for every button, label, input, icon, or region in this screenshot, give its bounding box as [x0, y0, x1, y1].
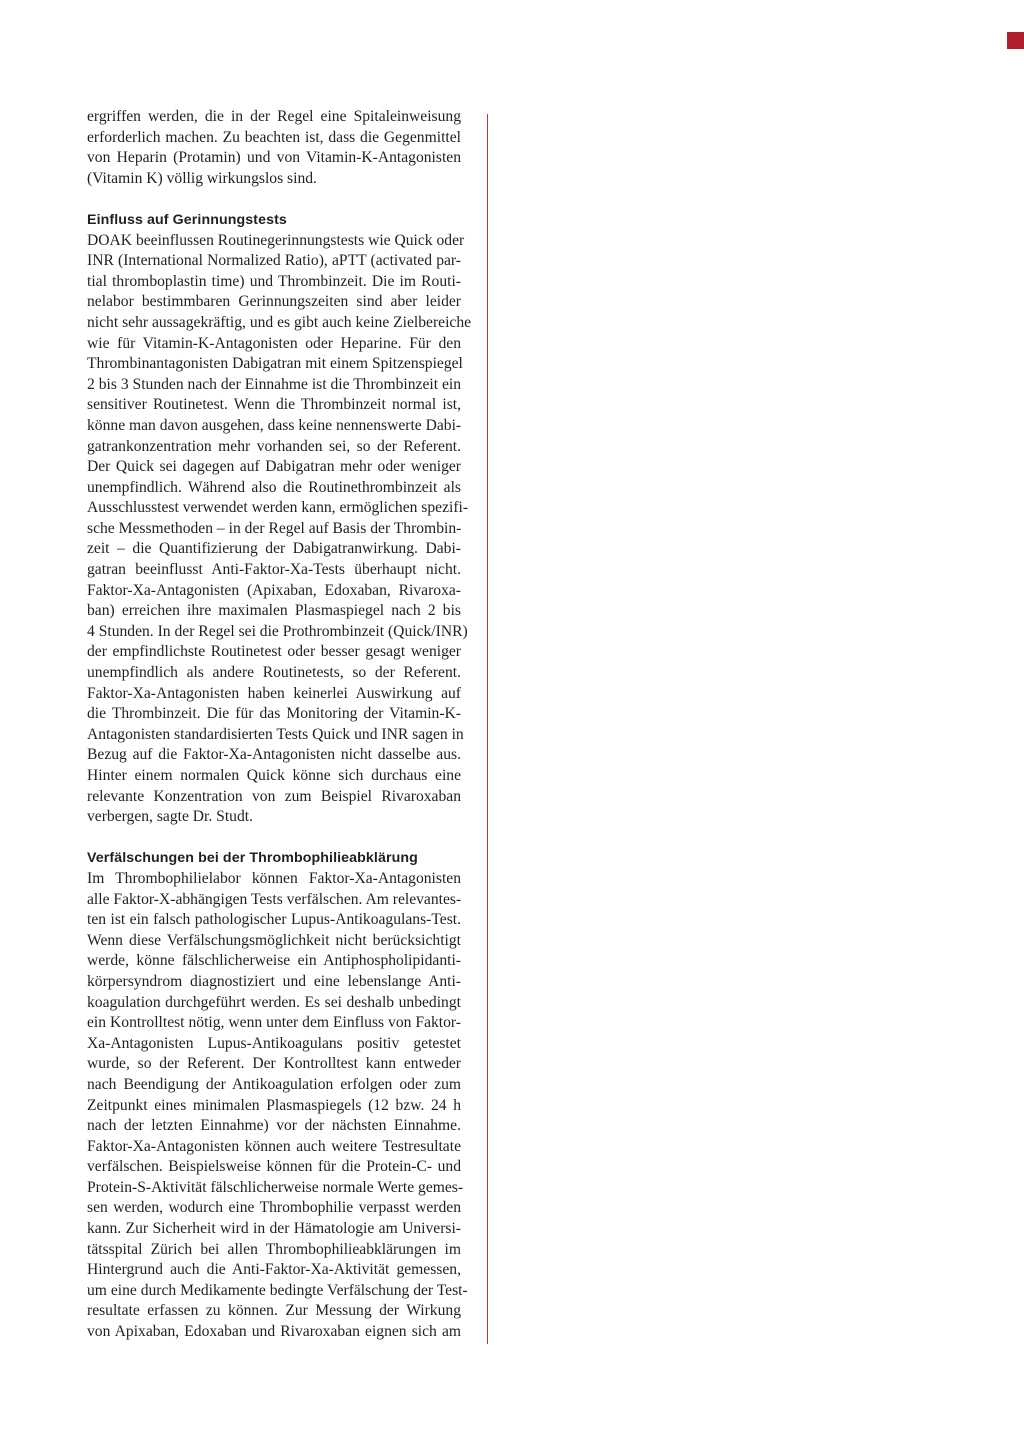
- text-line: Der Quick sei dagegen auf Dabigatran mehr oder weniger: [87, 458, 461, 476]
- corner-accent-mark: [1007, 32, 1024, 49]
- text-line: Protein-S-Aktivität fälschlicherweise normale Werte gemes-: [87, 1178, 464, 1196]
- text-line: alle Faktor-X-abhängigen Tests verfälschen. Am relevantes-: [87, 890, 462, 908]
- section-paragraph-gerinnungstests: [87, 231, 472, 828]
- text-line: tätsspital Zürich bei allen Thrombophilieabklärungen im: [87, 1240, 461, 1258]
- intro-paragraph: [87, 107, 461, 189]
- text-column: [87, 107, 472, 1343]
- text-line: wurde, so der Referent. Der Kontrolltest kann entweder: [87, 1055, 461, 1073]
- text-line: Wenn diese Verfälschungsmöglichkeit nicht berücksichtigt: [87, 931, 461, 949]
- text-line: nach der letzten Einnahme) vor der nächsten Einnahme.: [87, 1117, 461, 1135]
- text-line: 4 Stunden. In der Regel sei die Prothrombinzeit (Quick/INR): [87, 622, 468, 640]
- text-line: um eine durch Medikamente bedingte Verfälschung der Test-: [87, 1281, 468, 1299]
- text-line: (Vitamin K) völlig wirkungslos sind.: [87, 169, 317, 187]
- text-line: sen werden, wodurch eine Thrombophilie verpasst werden: [87, 1199, 461, 1217]
- text-line: Faktor-Xa-Antagonisten (Apixaban, Edoxaban, Rivaroxa-: [87, 581, 461, 599]
- text-line: ten ist ein falsch pathologischer Lupus-Antikoagulans-Test.: [87, 911, 461, 929]
- text-line: erforderlich machen. Zu beachten ist, dass die Gegenmittel: [87, 128, 461, 146]
- text-line: zeit – die Quantifizierung der Dabigatranwirkung. Dabi-: [87, 540, 461, 558]
- text-line: die Thrombinzeit. Die für das Monitoring der Vitamin-K-: [87, 705, 461, 723]
- section-paragraph-thrombophilie: [87, 869, 468, 1343]
- text-line: ein Kontrolltest nötig, wenn unter dem Einfluss von Faktor-: [87, 1014, 461, 1032]
- text-line: DOAK beeinflussen Routinegerinnungstests wie Quick oder: [87, 231, 465, 249]
- text-line: Bezug auf die Faktor-Xa-Antagonisten nicht dasselbe aus.: [87, 746, 461, 764]
- text-line: Ausschlusstest verwendet werden kann, ermöglichen spezifi-: [87, 499, 469, 517]
- text-line: nach Beendigung der Antikoagulation erfolgen oder zum: [87, 1075, 461, 1093]
- text-line: nicht sehr aussagekräftig, und es gibt auch keine Zielbereiche: [87, 313, 472, 331]
- text-line: gatrankonzentration mehr vorhanden sei, so der Referent.: [87, 437, 461, 455]
- text-line: sensitiver Routinetest. Wenn die Thrombinzeit normal ist,: [87, 396, 461, 414]
- text-line: von Apixaban, Edoxaban und Rivaroxaban eignen sich am: [87, 1323, 461, 1341]
- text-line: resultate erfassen zu können. Zur Messung der Wirkung: [87, 1302, 461, 1320]
- text-line: Xa-Antagonisten Lupus-Antikoagulans positiv getestet: [87, 1034, 461, 1052]
- text-line: gatran beeinflusst Anti-Faktor-Xa-Tests überhaupt nicht.: [87, 561, 461, 579]
- section-heading-thrombophilie: Verfälschungen bei der Thrombophilieabklärung: [87, 850, 418, 867]
- text-line: 2 bis 3 Stunden nach der Einnahme ist die Thrombinzeit ein: [87, 375, 461, 393]
- text-line: sche Messmethoden – in der Regel auf Basis der Thrombin-: [87, 519, 462, 537]
- text-line: Thrombinantagonisten Dabigatran mit einem Spitzenspiegel: [87, 355, 463, 373]
- text-line: Antagonisten standardisierten Tests Quick und INR sagen in: [87, 725, 464, 743]
- text-line: Im Thrombophilielabor können Faktor-Xa-Antagonisten: [87, 869, 461, 887]
- text-line: unempfindlich. Während also die Routinethrombinzeit als: [87, 478, 461, 496]
- text-line: Zeitpunkt eines minimalen Plasmaspiegels (12 bzw. 24 h: [87, 1096, 461, 1114]
- text-line: INR (International Normalized Ratio), aPTT (activated par-: [87, 252, 461, 270]
- spacer: [87, 828, 461, 849]
- text-line: wie für Vitamin-K-Antagonisten oder Heparine. Für den: [87, 334, 461, 352]
- text-line: nelabor bestimmbaren Gerinnungszeiten sind aber leider: [87, 293, 461, 311]
- section-heading-gerinnungstests: Einfluss auf Gerinnungstests: [87, 211, 287, 228]
- text-line: körpersyndrom diagnostiziert und eine lebenslange Anti-: [87, 972, 461, 990]
- text-line: werde, könne fälschlicherweise ein Antiphospholipidanti-: [87, 952, 461, 970]
- text-line: ergriffen werden, die in der Regel eine Spitaleinweisung: [87, 108, 461, 125]
- text-line: von Heparin (Protamin) und von Vitamin-K-Antagonisten: [87, 149, 461, 167]
- text-line: der empfindlichste Routinetest oder besser gesagt weniger: [87, 643, 461, 661]
- text-line: Faktor-Xa-Antagonisten haben keinerlei Auswirkung auf: [87, 684, 461, 702]
- text-line: tial thromboplastin time) und Thrombinzeit. Die im Routi-: [87, 272, 461, 290]
- spacer: [87, 189, 461, 210]
- text-line: könne man davon ausgehen, dass keine nennenswerte Dabi-: [87, 416, 462, 434]
- text-line: verfälschen. Beispielsweise können für die Protein-C- und: [87, 1158, 461, 1176]
- text-line: relevante Konzentration von zum Beispiel Rivaroxaban: [87, 787, 461, 805]
- text-line: verbergen, sagte Dr. Studt.: [87, 808, 254, 826]
- text-line: kann. Zur Sicherheit wird in der Hämatologie am Universi-: [87, 1220, 461, 1238]
- text-line: koagulation durchgeführt werden. Es sei deshalb unbedingt: [87, 993, 461, 1011]
- text-line: Faktor-Xa-Antagonisten können auch weitere Testresultate: [87, 1137, 461, 1155]
- text-line: ban) erreichen ihre maximalen Plasmaspiegel nach 2 bis: [87, 602, 461, 620]
- text-line: Hintergrund auch die Anti-Faktor-Xa-Aktivität gemessen,: [87, 1261, 461, 1279]
- text-line: unempfindlich als andere Routinetests, so der Referent.: [87, 664, 461, 682]
- text-line: Hinter einem normalen Quick könne sich durchaus eine: [87, 767, 461, 784]
- column-divider: [487, 114, 488, 1344]
